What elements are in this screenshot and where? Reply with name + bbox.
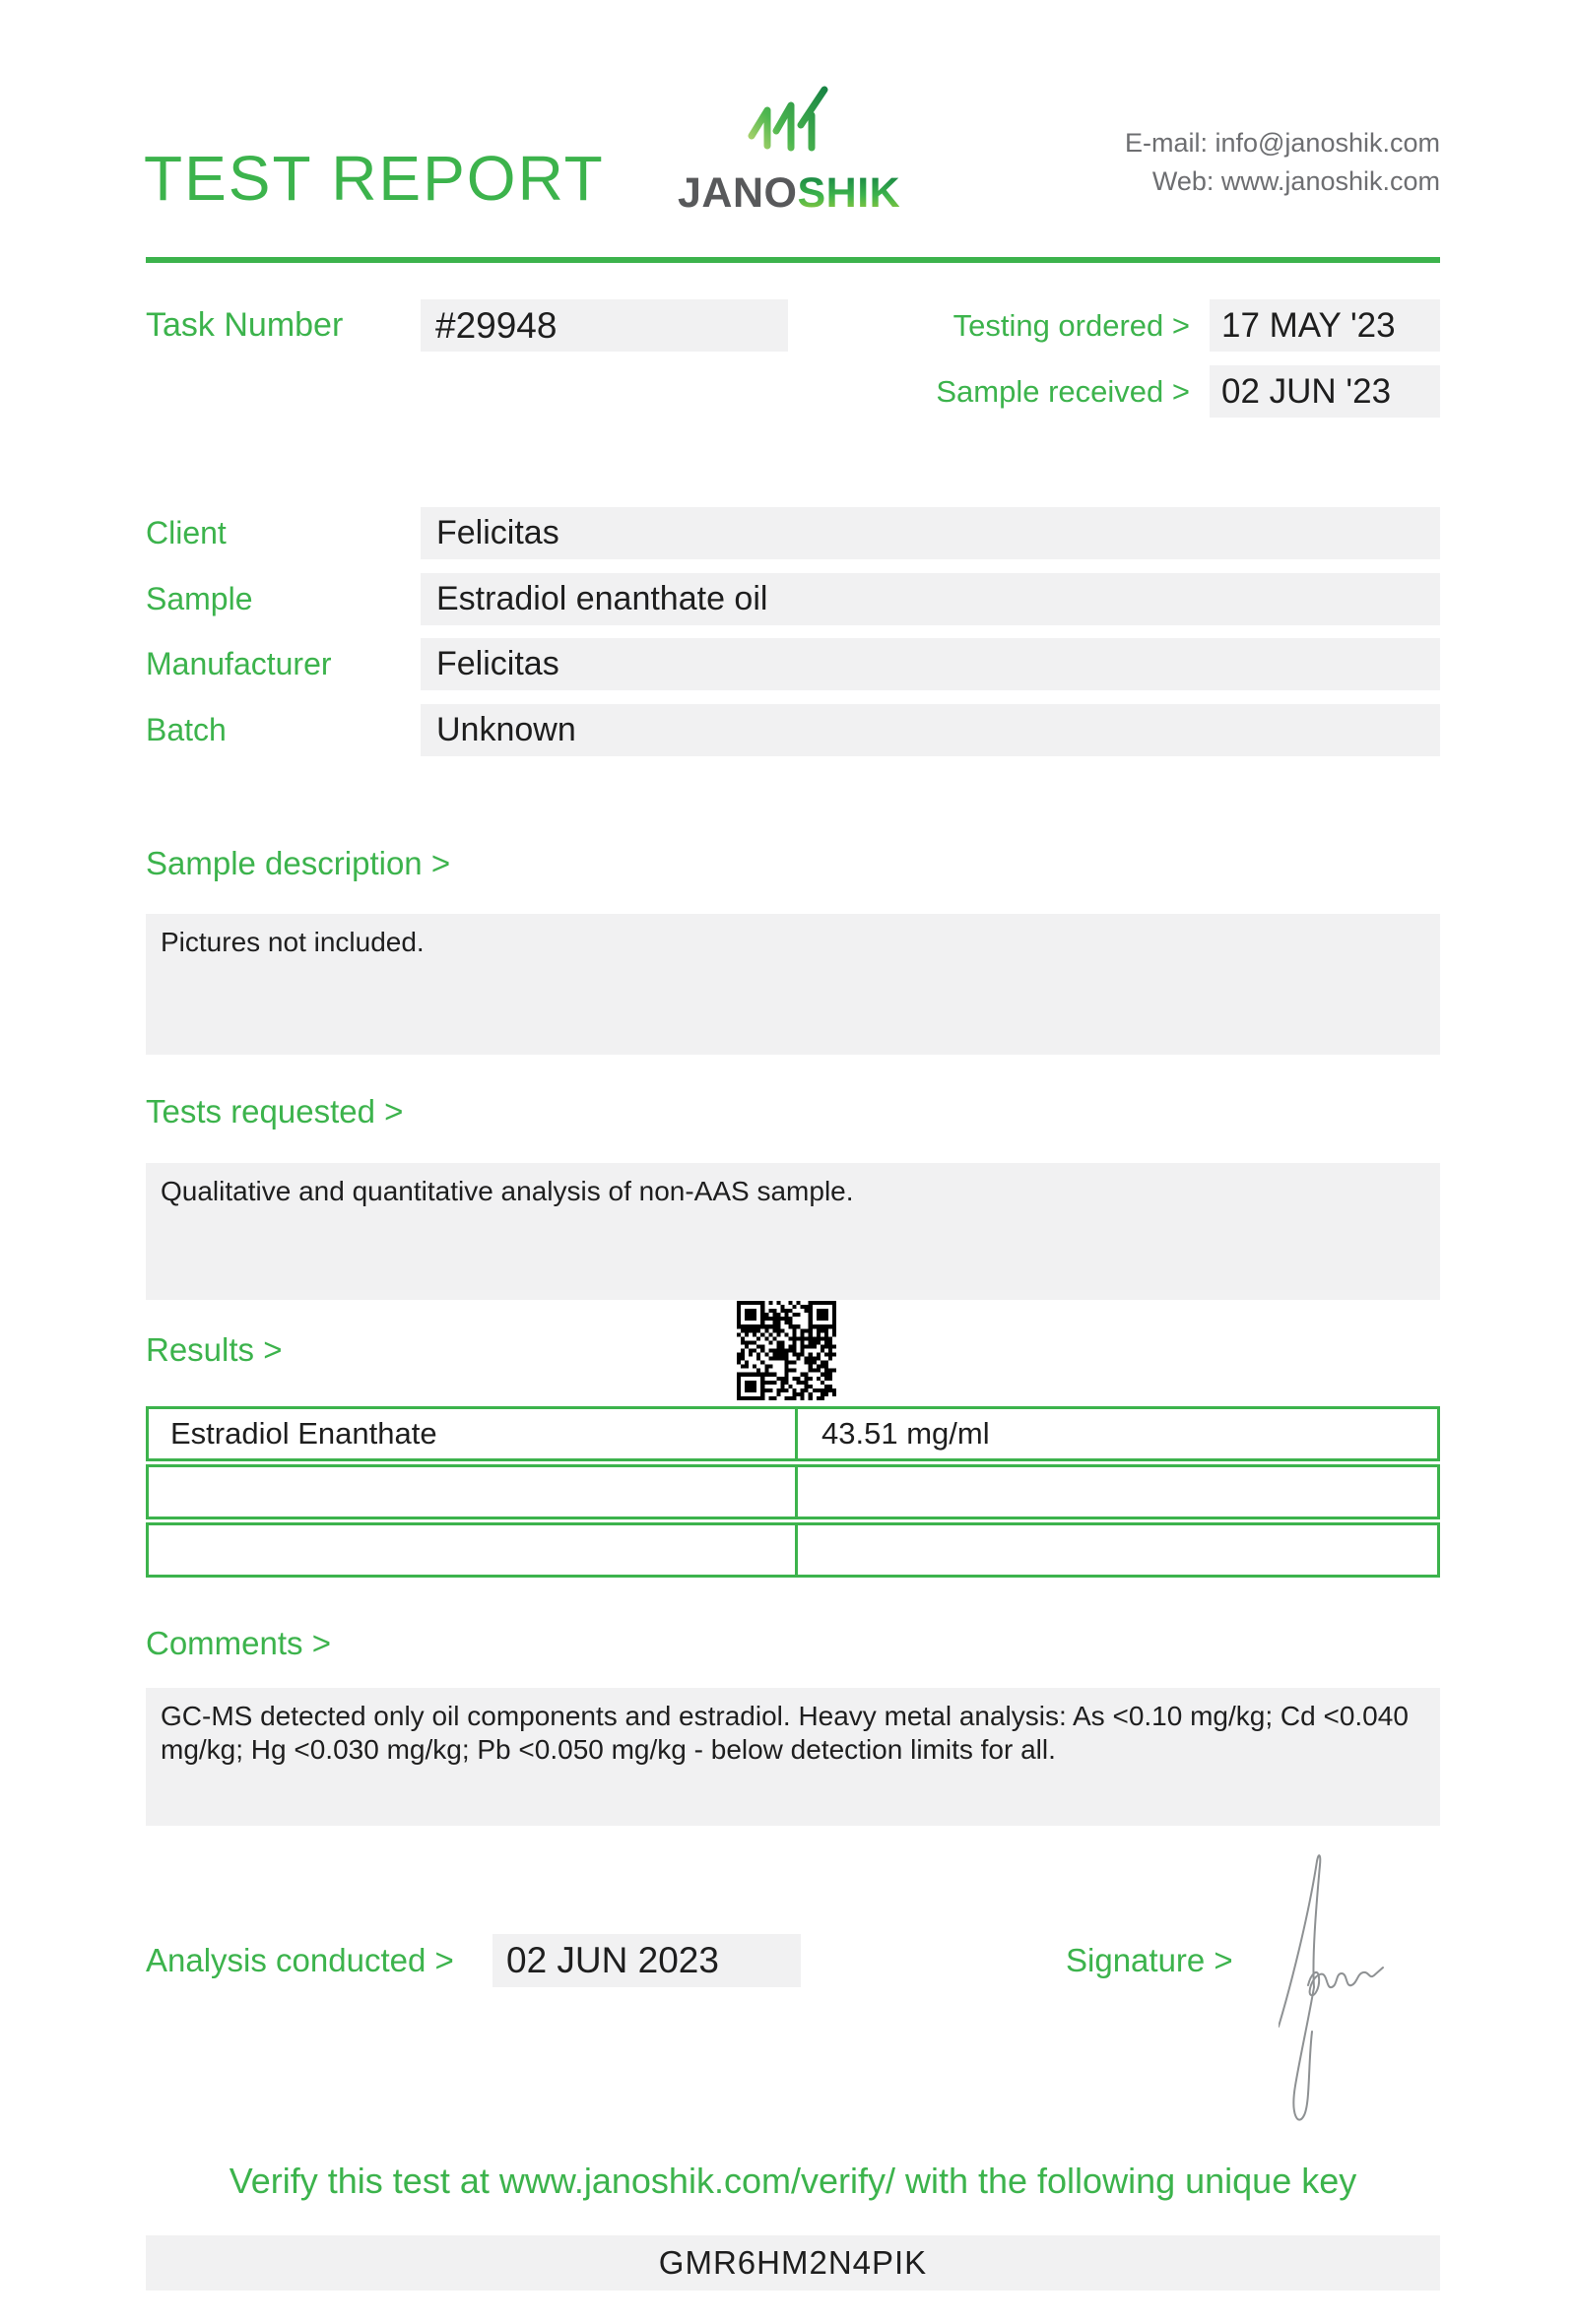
brand-word-dark: JANO <box>678 169 798 217</box>
result-value: 43.51 mg/ml <box>821 1416 990 1451</box>
brand-word-green: SHIK <box>797 169 901 217</box>
results-table-row <box>146 1464 1440 1519</box>
comments-box: GC-MS detected only oil components and estradiol. Heavy metal analysis: As <0.10 mg/kg; Cd <0.040 mg/kg; Hg <0.030 mg/kg; Pb <0.050 mg/kg - below detection limits for all. <box>146 1688 1440 1826</box>
manufacturer-value: Felicitas <box>421 638 1440 690</box>
growth-chart-icon <box>745 79 833 158</box>
sample-label: Sample <box>146 581 253 616</box>
signature-label: Signature > <box>1066 1942 1233 1978</box>
results-table-row <box>146 1522 1440 1578</box>
testing-ordered-label: Testing ordered > <box>952 308 1190 343</box>
comments-heading: Comments > <box>146 1625 331 1661</box>
results-table-row <box>146 1406 1440 1461</box>
result-analyte <box>149 1467 798 1517</box>
contact-web: Web: www.janoshik.com <box>1151 166 1440 196</box>
sample-description-heading: Sample description > <box>146 845 451 881</box>
task-number-label: Task Number <box>146 306 344 344</box>
result-analyte: Estradiol Enanthate <box>149 1409 798 1458</box>
analysis-conducted-value: 02 JUN 2023 <box>492 1934 801 1987</box>
results-heading: Results > <box>146 1331 283 1368</box>
tests-requested-box: Qualitative and quantitative analysis of non-AAS sample. <box>146 1163 1440 1300</box>
client-value: Felicitas <box>421 507 1440 559</box>
result-value <box>798 1467 1437 1517</box>
header-divider <box>146 257 1440 263</box>
batch-value: Unknown <box>421 704 1440 756</box>
client-label: Client <box>146 515 227 550</box>
sample-received-value: 02 JUN '23 <box>1210 365 1440 418</box>
testing-ordered-value: 17 MAY '23 <box>1210 299 1440 352</box>
handwritten-signature <box>1279 1840 1436 2135</box>
qr-code <box>737 1301 836 1400</box>
verify-instruction: Verify this test at www.janoshik.com/verify/ with the following unique key <box>229 2161 1357 2201</box>
contact-email: E-mail: info@janoshik.com <box>1124 128 1440 158</box>
task-number-value: #29948 <box>421 299 788 352</box>
result-value <box>798 1525 1437 1575</box>
tests-requested-heading: Tests requested > <box>146 1093 404 1130</box>
analysis-conducted-label: Analysis conducted > <box>146 1942 454 1978</box>
contact-block <box>946 124 1440 201</box>
unique-key-value: GMR6HM2N4PIK <box>146 2235 1440 2291</box>
manufacturer-label: Manufacturer <box>146 646 332 681</box>
sample-value: Estradiol enanthate oil <box>421 573 1440 625</box>
sample-received-label: Sample received > <box>936 374 1190 409</box>
batch-label: Batch <box>146 712 227 747</box>
sample-description-box: Pictures not included. <box>146 914 1440 1055</box>
result-analyte <box>149 1525 798 1575</box>
brand-wordmark <box>678 169 934 218</box>
page-title: TEST REPORT <box>144 143 605 214</box>
